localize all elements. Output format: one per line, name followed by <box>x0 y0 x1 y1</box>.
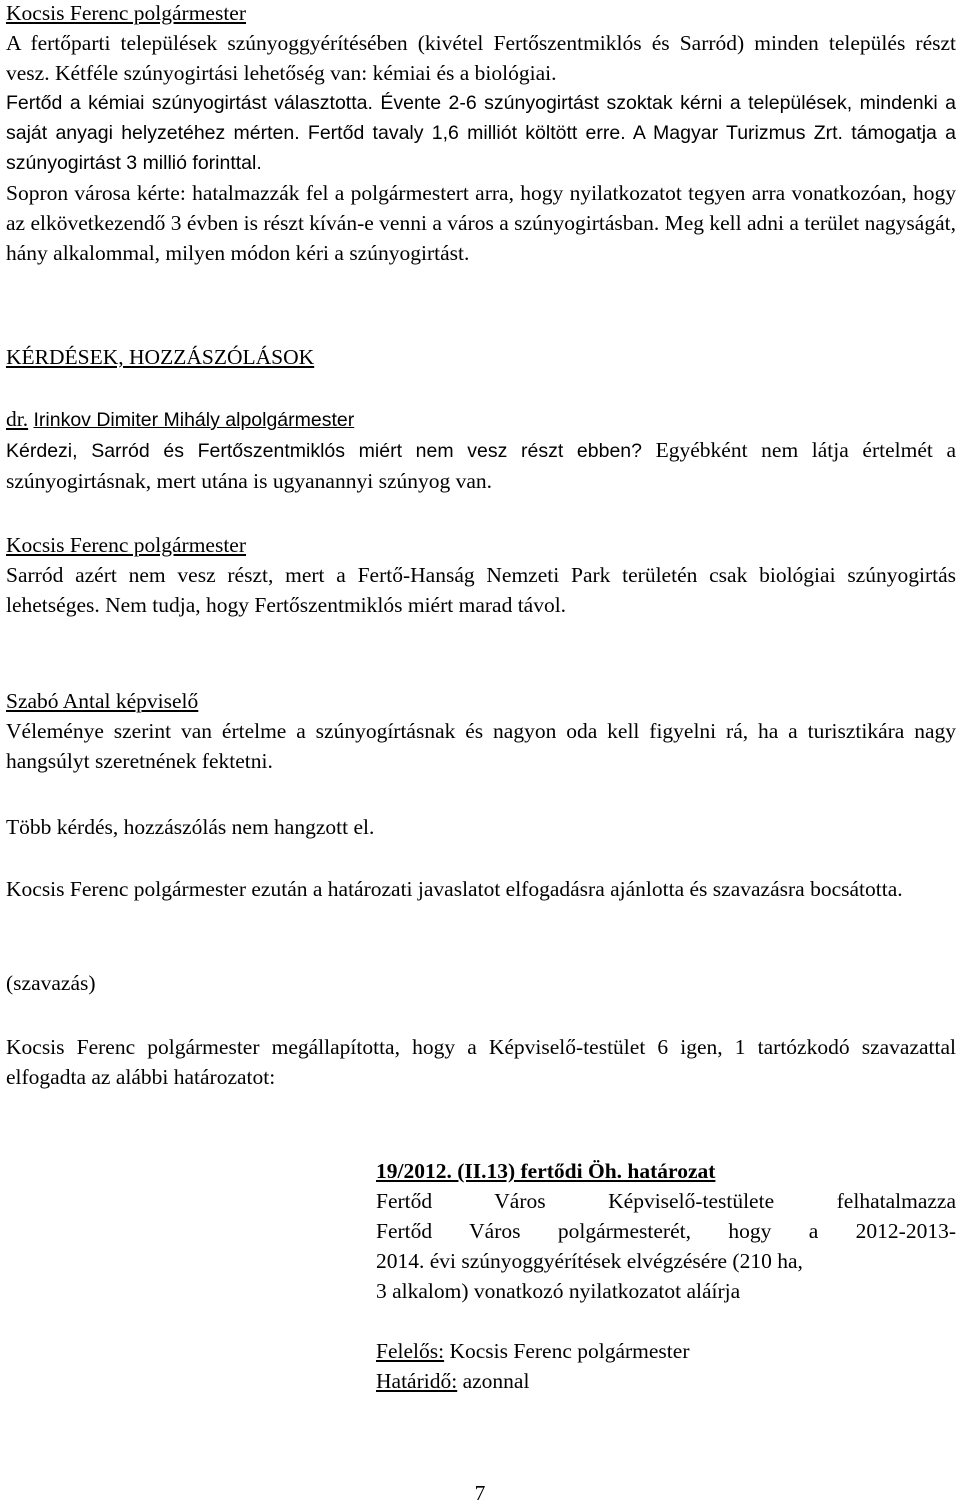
speaker-name: Irinkov Dimiter Mihály alpolgármester <box>33 409 355 431</box>
deadline-value: azonnal <box>457 1369 530 1393</box>
vote-result-paragraph: Kocsis Ferenc polgármester megállapította, hogy a Képviselő-testület 6 igen, 1 tartózkodó szavazattal elfogadta az alábbi határozatot: <box>6 1035 956 1089</box>
resolution-text: Fertőd Város Képviselő-testülete felhatalmazza Fertőd Város polgármesterét, hogy a 2012-2013- 2014. évi szúnyoggyérítések elvégzésére (210 ha, 3 alkalom) vonatkozó nyilatkozatot aláírja <box>376 1189 956 1303</box>
voting-note: (szavazás) <box>6 971 96 995</box>
proposal-paragraph: Kocsis Ferenc polgármester ezután a határozati javaslatot elfogadásra ajánlotta és szavazásra bocsátotta. <box>6 877 903 901</box>
speaker-prefix: dr. <box>6 407 29 431</box>
paragraph: Kérdezi, Sarród és Fertőszentmiklós miért nem vesz részt ebben? Egyébként nem látja értelmét a szúnyogirtásnak, mert utána is ugyanannyi szúnyog van. <box>6 438 957 493</box>
speech-block-mayor-2 <box>6 530 956 620</box>
deadline-label: Határidő: <box>376 1369 458 1393</box>
speech-block-representative <box>6 686 956 776</box>
deadline-line <box>376 1366 956 1396</box>
paragraph: Sopron városa kérte: hatalmazzák fel a polgármestert arra, hogy nyilatkozatot tegyen arra vonatkozóan, hogy az elkövetkezendő 3 évben is részt kíván-e venni a város a szúnyogirtásban. Meg kell adni a terület nagyságát, hány alkalommal, milyen módon kéri a szúnyogirtást. <box>6 181 956 265</box>
resolution-block <box>376 1156 956 1396</box>
section-heading: KÉRDÉSEK, HOZZÁSZÓLÁSOK <box>6 345 315 369</box>
paragraph: Sarród azért nem vesz részt, mert a Fertő-Hanság Nemzeti Park területén csak biológiai szúnyogirtás lehetséges. Nem tudja, hogy Fertőszentmiklós miért marad távol. <box>6 563 956 617</box>
responsible-label: Felelős: <box>376 1339 445 1363</box>
paragraph: A fertőparti települések szúnyoggyérítésében (kivétel Fertőszentmiklós és Sarród) minden település részt vesz. Kétféle szúnyogirtási lehetőség van: kémiai és a biológiai. <box>6 31 956 85</box>
speech-block-mayor-1 <box>6 0 956 268</box>
paragraph: Fertőd a kémiai szúnyogirtást választotta. Évente 2-6 szúnyogirtást szoktak kérni a települések, mindenki a saját anyagi helyzetéhez mérten. Fertőd tavaly 1,6 milliót költött erre. A Magyar Turizmus Zrt. támogatja a szúnyogirtást 3 millió forinttal. <box>6 92 956 174</box>
speaker-name: Szabó Antal képviselő <box>6 689 199 713</box>
no-more-questions: Több kérdés, hozzászólás nem hangzott el. <box>6 815 375 839</box>
paragraph: Véleménye szerint van értelme a szúnyogírtásnak és nagyon oda kell figyelni rá, ha a turisztikára nagy hangsúlyt szeretnének fektetni. <box>6 719 956 773</box>
spacer <box>376 1306 956 1336</box>
speaker-name: Kocsis Ferenc polgármester <box>6 533 247 557</box>
responsible-value: Kocsis Ferenc polgármester <box>444 1339 690 1363</box>
speaker-name: Kocsis Ferenc polgármester <box>6 1 247 25</box>
page-number: 7 <box>474 1481 486 1505</box>
speech-block-deputy-mayor <box>6 404 956 496</box>
resolution-title: 19/2012. (II.13) fertődi Öh. határozat <box>376 1159 716 1183</box>
questions-heading-block <box>6 342 956 372</box>
responsible-line <box>376 1336 956 1366</box>
